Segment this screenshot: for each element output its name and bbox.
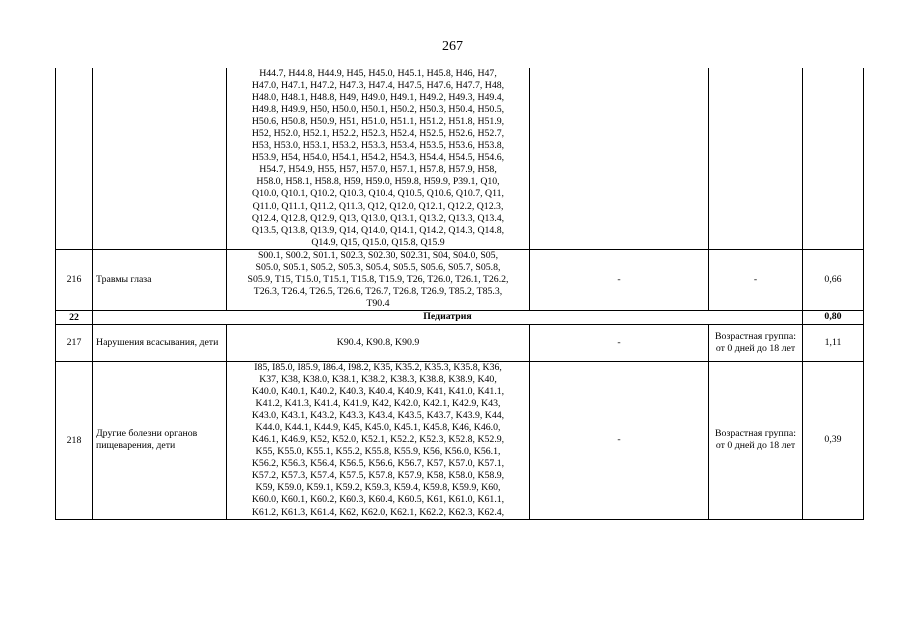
cell-codes [227,324,530,361]
cell-col4: - [530,324,709,361]
code-line: K37, K38, K38.0, K38.1, K38.2, K38.3, K38.8, K38.9, K40, [259,373,497,385]
cell-col5 [709,68,803,249]
code-line: S05.0, S05.1, S05.2, S05.3, S05.4, S05.5, S05.6, S05.7, S05.8, [255,261,501,273]
cell-num: 218 [56,361,93,519]
code-line: H50.6, H50.8, H50.9, H51, H51.0, H51.1, H51.2, H51.8, H51.9, [251,116,505,128]
cell-coef: 0,66 [803,249,864,310]
cell-coef [803,68,864,249]
cell-codes [227,68,530,249]
page-number: 267 [442,39,463,54]
section-number: 22 [56,310,93,324]
code-line: K57.2, K57.3, K57.4, K57.5, K57.8, K57.9, K58, K58.0, K58.9, [251,470,505,482]
cell-name: Нарушения всасывания, дети [93,324,227,361]
code-line: H48.0, H48.1, H48.8, H49, H49.0, H49.1, H49.2, H49.3, H49.4, [251,92,505,104]
cell-col5: Возрастная группа: от 0 дней до 18 лет [709,324,803,361]
code-line: H49.8, H49.9, H50, H50.0, H50.1, H50.2, H50.3, H50.4, H50.5, [251,104,505,116]
table-row-218 [56,361,864,519]
code-line: Q14.9, Q15, Q15.0, Q15.8, Q15.9 [311,236,445,248]
code-line: K41.2, K41.3, K41.4, K41.9, K42, K42.0, K42.1, K42.9, K43, [255,398,501,410]
code-line: K90.4, K90.8, K90.9 [336,336,420,348]
cell-col4: - [530,249,709,310]
code-line: T26.3, T26.4, T26.5, T26.6, T26.7, T26.8, T26.9, T85.2, T85.3, [253,285,503,297]
code-line: K43.0, K43.1, K43.2, K43.3, K43.4, K43.5, K43.7, K43.9, K44, [251,410,505,422]
code-line: H47.0, H47.1, H47.2, H47.3, H47.4, H47.5, H47.6, H47.7, H48, [251,80,505,92]
code-line: H52, H52.0, H52.1, H52.2, H52.3, H52.4, H52.5, H52.6, H52.7, [251,128,505,140]
section-title: Педиатрия [93,310,803,324]
tariff-table [55,68,864,520]
code-line: K56.2, K56.3, K56.4, K56.5, K56.6, K56.7, K57, K57.0, K57.1, [251,458,505,470]
code-line: Q10.0, Q10.1, Q10.2, Q10.3, Q10.4, Q10.5, Q10.6, Q10.7, Q11, [252,188,504,200]
table-row-section-22 [56,310,864,324]
code-line: H53.9, H54, H54.0, H54.1, H54.2, H54.3, H54.4, H54.5, H54.6, [251,152,505,164]
code-line: K59, K59.0, K59.1, K59.2, K59.3, K59.4, K59.8, K59.9, K60, [255,482,501,494]
code-line: K46.1, K46.9, K52, K52.0, K52.1, K52.2, K52.3, K52.8, K52.9, [251,434,505,446]
code-line: I85, I85.0, I85.9, I86.4, I98.2, K35, K35.2, K35.3, K35.8, K36, [254,361,502,373]
code-line: Q13.5, Q13.8, Q13.9, Q14, Q14.0, Q14.1, Q14.2, Q14.3, Q14.8, [251,224,505,236]
code-line: Q11.0, Q11.1, Q11.2, Q11.3, Q12, Q12.0, Q12.1, Q12.2, Q12.3, [252,200,504,212]
cell-col4: - [530,361,709,519]
cell-num [56,68,93,249]
code-line: S00.1, S00.2, S01.1, S02.3, S02.30, S02.31, S04, S04.0, S05, [257,249,499,261]
cell-coef: 1,11 [803,324,864,361]
table-row-continuation [56,68,864,249]
code-line: K44.0, K44.1, K44.9, K45, K45.0, K45.1, K45.8, K46, K46.0, [255,422,501,434]
cell-num: 217 [56,324,93,361]
cell-codes [227,249,530,310]
cell-col5: - [709,249,803,310]
code-line: H58.0, H58.1, H58.8, H59, H59.0, H59.8, H59.9, P39.1, Q10, [256,176,500,188]
section-coef: 0,80 [803,310,864,324]
cell-codes [227,361,530,519]
cell-num: 216 [56,249,93,310]
cell-col5: Возрастная группа: от 0 дней до 18 лет [709,361,803,519]
cell-name [93,68,227,249]
code-line: K60.0, K60.1, K60.2, K60.3, K60.4, K60.5, K61, K61.0, K61.1, [251,494,505,506]
cell-name: Другие болезни органов пищеварения, дети [93,361,227,519]
table-row-216 [56,249,864,310]
code-line: H53, H53.0, H53.1, H53.2, H53.3, H53.4, H53.5, H53.6, H53.8, [251,140,505,152]
code-line: Q12.4, Q12.8, Q12.9, Q13, Q13.0, Q13.1, Q13.2, Q13.3, Q13.4, [251,212,505,224]
code-line: T90.4 [366,297,390,309]
table-row-217 [56,324,864,361]
code-line: H44.7, H44.8, H44.9, H45, H45.0, H45.1, H45.8, H46, H47, [259,68,497,79]
cell-coef: 0,39 [803,361,864,519]
code-line: K55, K55.0, K55.1, K55.2, K55.8, K55.9, K56, K56.0, K56.1, [255,446,501,458]
cell-col4 [530,68,709,249]
code-line: K61.2, K61.3, K61.4, K62, K62.0, K62.1, K62.2, K62.3, K62.4, [251,506,505,518]
code-line: S05.9, T15, T15.0, T15.1, T15.8, T15.9, T26, T26.0, T26.1, T26.2, [247,273,509,285]
cell-name: Травмы глаза [93,249,227,310]
code-line: K40.0, K40.1, K40.2, K40.3, K40.4, K40.9, K41, K41.0, K41.1, [251,386,505,398]
code-line: H54.7, H54.9, H55, H57, H57.0, H57.1, H57.8, H57.9, H58, [259,164,497,176]
